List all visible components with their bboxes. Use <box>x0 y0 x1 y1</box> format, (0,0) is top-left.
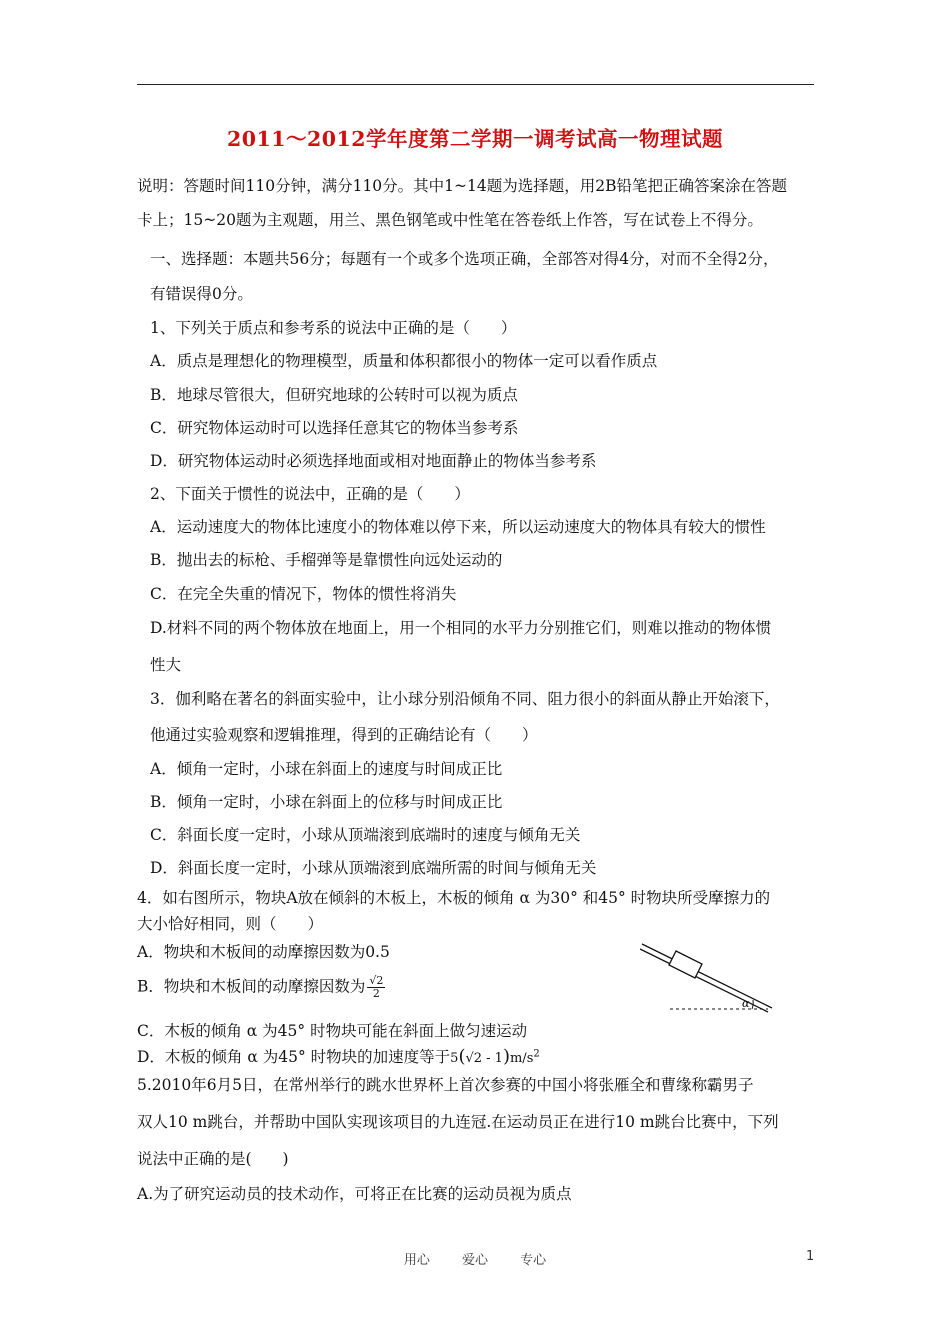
q4-expr-rparen: ) <box>502 1046 510 1067</box>
block-a <box>669 951 702 978</box>
q4-option-d-text: D．木板的倾角 α 为45° 时物块的加速度等于 <box>137 1048 451 1066</box>
q4-option-b-text: B．物块和木板间的动摩擦因数为 <box>137 977 366 996</box>
q5-option-a: A.为了研究运动员的技术动作，可将正在比赛的运动员视为质点 <box>137 1185 572 1203</box>
q2-stem: 2、下面关于惯性的说法中，正确的是（ ） <box>150 485 470 503</box>
q3-stem-line-1: 3．伽利略在著名的斜面实验中，让小球分别沿倾角不同、阻力很小的斜面从静止开始滚下， <box>150 690 780 708</box>
q4-expr-unit: m/s <box>509 1051 534 1066</box>
q4-option-c: C．木板的倾角 α 为45° 时物块可能在斜面上做匀速运动 <box>137 1022 528 1040</box>
angle-label: α <box>742 997 750 1010</box>
q5-stem-line-2: 双人10 m跳台，并帮助中国队实现该项目的九连冠.在运动员正在进行10 m跳台比赛中，下列 <box>137 1113 779 1131</box>
q1-option-c: C．研究物体运动时可以选择任意其它的物体当参考系 <box>150 419 519 437</box>
q4-expr-exponent: 2 <box>533 1048 540 1060</box>
q4-expr-inner: √2 - 1 <box>465 1051 503 1066</box>
page-number: 1 <box>806 1249 815 1264</box>
q4-option-b <box>137 975 385 1000</box>
incline-diagram <box>640 937 780 1017</box>
q3-option-a: A．倾角一定时，小球在斜面上的速度与时间成正比 <box>150 760 503 778</box>
q4-expr-coeff: 5 <box>450 1051 459 1066</box>
instructions-line-2: 卡上；15~20题为主观题，用兰、黑色钢笔或中性笔在答卷纸上作答，写在试卷上不得分。 <box>137 211 763 229</box>
q2-option-c: C．在完全失重的情况下，物体的惯性将消失 <box>150 585 457 603</box>
q4-expr-lparen: ( <box>458 1046 466 1067</box>
footer-text-1: 用心 <box>403 1253 430 1268</box>
q4-stem-line-1: 4．如右图所示，物块A放在倾斜的木板上，木板的倾角 α 为30° 和45° 时物块所受摩擦力的 <box>137 889 771 907</box>
q2-option-d-cont: 性大 <box>150 656 182 674</box>
q4-option-d <box>137 1046 540 1068</box>
q5-stem-line-1: 5.2010年6月5日，在常州举行的跳水世界杯上首次参赛的中国小将张雁全和曹缘称霸男子 <box>137 1076 754 1094</box>
q2-option-b: B．抛出去的标枪、手榴弹等是靠惯性向远处运动的 <box>150 551 503 569</box>
q4-stem-line-2: 大小恰好相同，则（ ） <box>137 915 324 933</box>
exam-title: 2011～2012学年度第二学期一调考试高一物理试题 <box>226 127 724 151</box>
footer-text-2: 爱心 <box>461 1253 488 1268</box>
q4-option-b-fraction <box>367 975 385 1000</box>
q2-option-d: D.材料不同的两个物体放在地面上，用一个相同的水平力分别推它们，则难以推动的物体惯 <box>150 619 772 637</box>
q4-option-b-numerator: √2 <box>369 974 384 987</box>
incline-figure <box>640 937 780 1017</box>
header-rule <box>137 84 814 85</box>
q1-option-a: A．质点是理想化的物理模型，质量和体积都很小的物体一定可以看作质点 <box>150 352 658 370</box>
q3-option-b: B．倾角一定时，小球在斜面上的位移与时间成正比 <box>150 793 503 811</box>
q3-option-d: D．斜面长度一定时，小球从顶端滚到底端所需的时间与倾角无关 <box>150 859 597 877</box>
q1-option-b: B．地球尽管很大，但研究地球的公转时可以视为质点 <box>150 386 518 404</box>
q1-stem: 1、下列关于质点和参考系的说法中正确的是（ ） <box>150 319 517 337</box>
q4-option-a: A．物块和木板间的动摩擦因数为0.5 <box>137 943 390 961</box>
q3-option-c: C．斜面长度一定时，小球从顶端滚到底端时的速度与倾角无关 <box>150 826 581 844</box>
q3-stem-line-2: 他通过实验观察和逻辑推理，得到的正确结论有（ ） <box>150 726 538 744</box>
section-heading-line-1: 一、选择题：本题共56分；每题有一个或多个选项正确，全部答对得4分，对而不全得2分， <box>150 250 779 268</box>
incline-board <box>642 944 772 1008</box>
footer-text-3: 专心 <box>520 1253 547 1268</box>
section-heading-line-2: 有错误得0分。 <box>150 285 253 303</box>
q4-option-b-denominator: 2 <box>372 987 380 1001</box>
q2-option-a: A．运动速度大的物体比速度小的物体难以停下来，所以运动速度大的物体具有较大的惯性 <box>150 518 766 536</box>
instructions-line-1: 说明：答题时间110分钟，满分110分。其中1~14题为选择题，用2B铅笔把正确答案涂在答题 <box>137 177 787 195</box>
q1-option-d: D．研究物体运动时必须选择地面或相对地面静止的物体当参考系 <box>150 452 597 470</box>
q5-stem-line-3: 说法中正确的是( ) <box>137 1150 289 1168</box>
q4-option-d-expression <box>450 1046 540 1067</box>
